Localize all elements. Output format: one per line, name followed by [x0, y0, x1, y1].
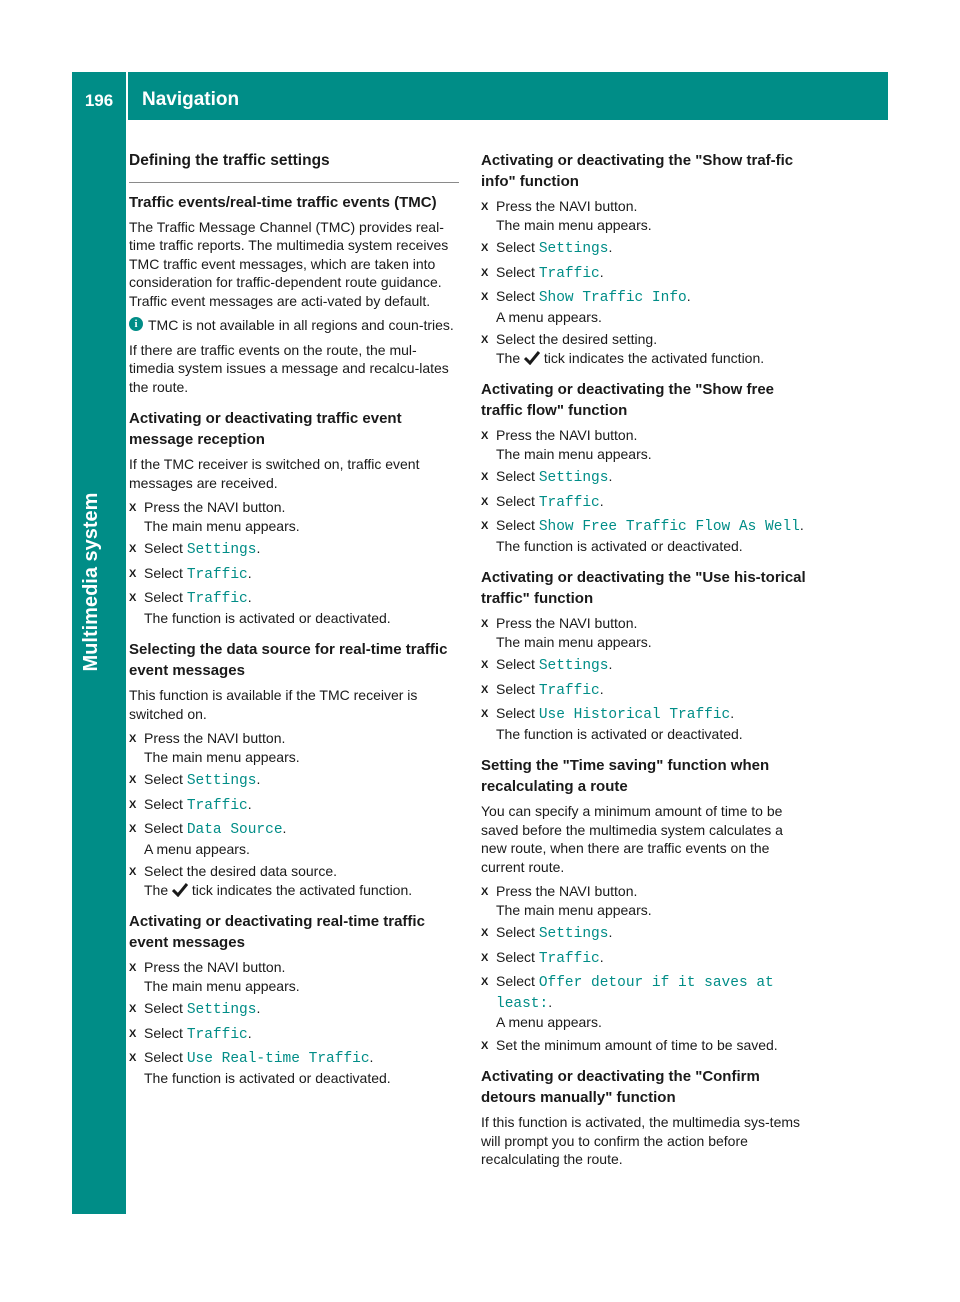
menu-item: Settings [186, 1002, 257, 1018]
step [481, 614, 811, 651]
arrow-icon: X [481, 201, 489, 213]
confirm-intro: If this function is activated, the multimedia sys-tems will prompt you to confirm the action before recalculating the route. [481, 1114, 801, 1167]
step-result: The function is activated or deactivated. [496, 725, 743, 742]
arrow-icon: X [481, 520, 489, 532]
arrow-icon: X [129, 823, 137, 835]
step-result: A menu appears. [496, 1014, 602, 1030]
step [129, 862, 459, 899]
step: X Select Settings. [481, 924, 613, 942]
step-result-text: The [496, 349, 521, 366]
step-text: Press the NAVI button. [496, 198, 638, 214]
step-text: Press the NAVI button. [144, 499, 286, 515]
arrow-icon: X [129, 567, 137, 580]
menu-item: Traffic [538, 494, 600, 511]
arrow-icon: X [129, 1003, 137, 1015]
tmc-heading: Traffic events/real-time traffic events (TMC) [129, 193, 437, 211]
right-column [481, 150, 811, 1175]
step-text: Press the NAVI button. [496, 427, 638, 443]
left-column [129, 150, 459, 1091]
step-result: The main menu appears. [496, 445, 652, 462]
checkmark-icon [524, 351, 540, 365]
header-divider [126, 72, 128, 120]
historical-heading: Activating or deactivating the "Use his-torical traffic" function [481, 569, 806, 607]
step-text: Select [496, 239, 535, 255]
step-result: The main menu appears. [144, 517, 300, 534]
reception-heading: Activating or deactivating traffic event message reception [129, 410, 402, 448]
menu-item: Offer detour if it saves at least: [496, 975, 774, 1012]
step-text: Select [496, 468, 535, 484]
step: X Select Traffic. [129, 1024, 252, 1043]
step-text: Press the NAVI button. [144, 959, 286, 975]
menu-item: Traffic [186, 1026, 248, 1043]
realtime-heading: Activating or deactivating real-time traffic event messages [129, 913, 425, 951]
arrow-icon: X [481, 1039, 489, 1052]
step: X Select Show Free Traffic Flow As Well. The function is activated or deactivated. [481, 516, 811, 555]
step-text: Select [144, 1000, 183, 1016]
step-result: The main menu appears. [144, 977, 300, 994]
arrow-icon: X [481, 495, 489, 508]
step-text: Select [496, 492, 535, 509]
arrow-icon: X [481, 683, 489, 696]
step [481, 426, 811, 463]
menu-item: Traffic [186, 566, 248, 583]
arrow-icon: X [481, 618, 489, 630]
source-heading: Selecting the data source for real-time traffic event messages [129, 641, 448, 679]
arrow-icon: X [481, 927, 489, 939]
step-text: Select [144, 540, 183, 556]
step-text: Select [144, 564, 183, 581]
arrow-icon: X [481, 471, 489, 483]
step: X Select Settings. [481, 468, 613, 486]
arrow-icon: X [129, 962, 137, 974]
step [129, 729, 459, 766]
step-text: Press the NAVI button. [496, 883, 638, 899]
step-text: Select [496, 656, 535, 672]
timesaving-heading: Setting the "Time saving" function when recalculating a route [481, 757, 770, 795]
step: X Select Use Historical Traffic. The function is activated or deactivated. [481, 704, 811, 743]
step: X Select Settings. [129, 1000, 261, 1018]
info-icon: i [129, 317, 143, 331]
step-text: Select [144, 589, 183, 605]
menu-item: Settings [186, 773, 257, 789]
menu-item: Settings [538, 470, 609, 486]
arrow-icon: X [129, 774, 137, 786]
info-heading: Activating or deactivating the "Show traf-fic info" function [481, 152, 794, 190]
tmc-body-2: If there are traffic events on the route, the mul-timedia system issues a message and recalcu-lates the route. [129, 341, 449, 395]
reception-intro: If the TMC receiver is switched on, traffic event messages are received. [129, 456, 420, 491]
side-tab-label: Multimedia system [80, 492, 102, 672]
step-text: Select the desired setting. [496, 331, 658, 347]
step-result: A menu appears. [144, 840, 250, 857]
step: X Select Traffic. [481, 948, 604, 967]
tmc-note-text: TMC is not available in all regions and coun-tries. [148, 317, 454, 333]
step: X Select Traffic. [129, 564, 252, 583]
step: X Select Use Real-time Traffic. The function is activated or deactivated. [129, 1048, 459, 1087]
step-result-text: tick indicates the activated function. [543, 349, 765, 366]
step-result: The function is activated or deactivated. [144, 609, 391, 626]
arrow-icon: X [129, 502, 137, 514]
step: X Select Traffic. [481, 680, 604, 699]
step: X Select Traffic. The function is activated or deactivated. [129, 588, 459, 627]
menu-item: Traffic [186, 797, 248, 814]
menu-item: Traffic [538, 265, 600, 282]
step-text: Select [496, 948, 535, 965]
step-text: Select [496, 263, 535, 280]
section-title: Defining the traffic settings [129, 152, 459, 183]
menu-item: Settings [538, 658, 609, 674]
arrow-icon: X [129, 733, 137, 745]
source-intro: This function is available if the TMC receiver is switched on. [129, 687, 418, 722]
step [481, 1036, 811, 1055]
step-result: The function is activated or deactivated. [496, 537, 743, 554]
arrow-icon: X [129, 1052, 137, 1064]
arrow-icon: X [481, 708, 489, 720]
step-result: The main menu appears. [496, 216, 652, 233]
step-result: The function is activated or deactivated. [144, 1069, 391, 1086]
step-text: Select the desired data source. [144, 863, 338, 879]
menu-item: Use Historical Traffic [538, 707, 731, 723]
step-text: Select [496, 517, 535, 533]
menu-item: Traffic [186, 591, 248, 607]
step [129, 958, 459, 995]
tmc-note [129, 316, 459, 335]
step: X Select Show Traffic Info. A menu appears. [481, 287, 811, 326]
step: X Select Traffic. [481, 263, 604, 282]
confirm-heading: Activating or deactivating the "Confirm detours manually" function [481, 1068, 760, 1106]
step: X Select Offer detour if it saves at least:. A menu appears. [481, 972, 811, 1032]
arrow-icon: X [481, 886, 489, 898]
step-text: Press the NAVI button. [496, 615, 638, 631]
menu-item: Show Traffic Info [538, 290, 687, 306]
menu-item: Settings [186, 542, 257, 558]
menu-item: Use Real-time Traffic [186, 1051, 370, 1067]
step-result-text: The [144, 881, 169, 898]
step-result: The main menu appears. [496, 633, 652, 650]
checkmark-icon [172, 883, 188, 897]
arrow-icon: X [481, 430, 489, 442]
step: X Select Settings. [481, 239, 613, 257]
arrow-icon: X [481, 659, 489, 671]
page-number: 196 [84, 91, 114, 110]
page-header [72, 72, 888, 120]
menu-item: Traffic [538, 682, 600, 699]
arrow-icon: X [481, 242, 489, 254]
step-text: Select [144, 820, 183, 836]
arrow-icon: X [481, 976, 489, 988]
menu-item: Settings [538, 241, 609, 257]
arrow-icon: X [129, 866, 137, 878]
step [481, 882, 811, 919]
step-result [144, 881, 459, 900]
arrow-icon: X [481, 266, 489, 279]
step-text: Select [496, 288, 535, 304]
step-text: Select [144, 795, 183, 812]
step-text: Select [496, 680, 535, 697]
menu-item: Traffic [538, 950, 600, 967]
tmc-body: The Traffic Message Channel (TMC) provides real-time traffic reports. The multimedia system receives TMC traffic event messages, which are taken into consideration for traffic-dependent route guidance. Traffic event messages are acti-vated by default. [129, 218, 449, 309]
step: X Select Settings. [129, 771, 261, 789]
arrow-icon: X [481, 951, 489, 964]
step-text: Select [144, 1049, 183, 1065]
menu-item: Settings [538, 926, 609, 942]
menu-item: Data Source [186, 822, 283, 838]
step: X Select Settings. [129, 540, 261, 558]
step-result-text: tick indicates the activated function. [191, 881, 413, 898]
arrow-icon: X [129, 543, 137, 555]
step: X Select Settings. [481, 656, 613, 674]
step-result: The main menu appears. [496, 901, 652, 918]
arrow-icon: X [481, 334, 489, 346]
arrow-icon: X [129, 592, 137, 604]
step: X Select Traffic. [129, 795, 252, 814]
timesaving-intro: You can specify a minimum amount of time to be saved before the multimedia system calculates a new route, when there are traffic events on the current route. [481, 803, 783, 875]
step-text: Select [144, 771, 183, 787]
step-text: Select [144, 1024, 183, 1041]
step-text: Select [496, 973, 535, 989]
step: X Select Data Source. A menu appears. [129, 819, 459, 858]
step: X Select Traffic. [481, 492, 604, 511]
menu-item: Show Free Traffic Flow As Well [538, 519, 800, 535]
step-text: Select [496, 924, 535, 940]
arrow-icon: X [129, 1027, 137, 1040]
step-result: The main menu appears. [144, 748, 300, 765]
step-text: Select [496, 705, 535, 721]
step-text: Set the minimum amount of time to be saved. [496, 1036, 778, 1053]
step [481, 330, 811, 367]
step [481, 197, 811, 234]
step-result: A menu appears. [496, 308, 602, 325]
flow-heading: Activating or deactivating the "Show free traffic flow" function [481, 381, 774, 419]
step-text: Press the NAVI button. [144, 730, 286, 746]
step-result [496, 349, 811, 368]
step [129, 498, 459, 535]
arrow-icon: X [481, 291, 489, 303]
arrow-icon: X [129, 798, 137, 811]
chapter-title: Navigation [142, 89, 240, 110]
